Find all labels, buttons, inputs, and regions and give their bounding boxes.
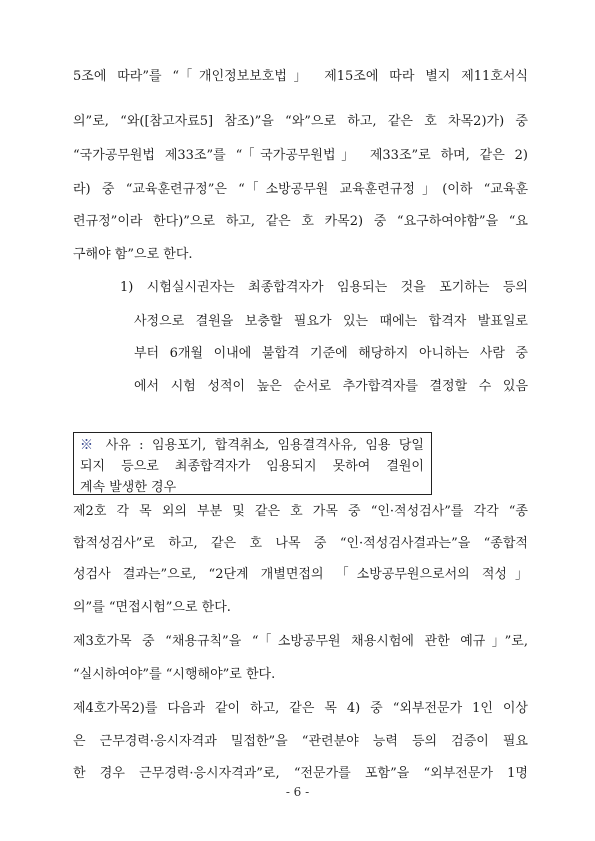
paragraph-4-line-3: 한 경우 근무경력·응시자격과”로, “전문가를 포함”을 “외부전문가 1명 [73,766,528,781]
note-line-2: 되지 등으로 최종합격자가 임용되지 못하여 결원이 [80,459,424,474]
paragraph-3-line-2: “실시하여야”를 “시행해야”로 한다. [73,667,276,682]
paragraph-2-line-3: 성검사 결과는”으로, “2단계 개별면접의 「소방공무원으로서의 적성」 [73,567,528,582]
note-line-3: 계속 발생한 경우 [80,480,177,495]
paragraph-1-line-2: 의”로, “와([참고자료5] 참조)”을 “와”으로 하고, 같은 호 차목2)가) 중 [73,114,528,129]
paragraph-4-line-1: 제4호가목2)를 다음과 같이 하고, 같은 목 4) 중 “외부전문가 1인 이상 [73,701,528,716]
item-1-line-1: 1) 시험실시권자는 최종합격자가 임용되는 것을 포기하는 등의 [120,280,528,295]
item-1-line-4: 에서 시험 성적이 높은 순서로 추가합격자를 결정할 수 있음 [134,379,528,394]
page-number: - 6 - [285,785,310,799]
paragraph-1-line-3: “국가공무원법 제33조”를 “「국가공무원법」 제33조”로 하며, 같은 2) [73,148,528,163]
paragraph-1-line-4: 라) 중 “교육훈련규정”은 “「소방공무원 교육훈련규정」(이하 “교육훈 [73,182,528,197]
paragraph-1-line-5: 련규정”이라 한다)”으로 하고, 같은 호 카목2) 중 “요구하여야함”을 “요 [73,214,528,229]
item-1-line-3: 부터 6개월 이내에 불합격 기준에 해당하지 아니하는 사람 중 [134,346,528,361]
paragraph-2-line-1: 제2호 각 목 외의 부분 및 같은 호 가목 중 “인·적성검사”를 각각 “종 [73,504,528,519]
note-mark: ※ [80,438,98,453]
paragraph-1-line-6: 구해야 함”으로 한다. [73,247,193,262]
paragraph-3-line-1: 제3호가목 중 “채용규칙”을 “「소방공무원 채용시험에 관한 예규」”로, [73,634,528,649]
paragraph-1-line-1: 5조에 따라”를 “「개인정보보호법」 제15조에 따라 별지 제11호서식 [73,69,528,84]
note-text-1: 사유 : 임용포기, 합격취소, 임용결격사유, 임용 당일 [97,438,424,453]
note-line-1 [80,435,424,456]
note-box [73,432,432,495]
paragraph-2-line-4: 의”를 “면접시험”으로 한다. [73,600,231,615]
paragraph-2-line-2: 합적성검사”로 하고, 같은 호 나목 중 “인·적성검사결과는”을 “종합적 [73,536,528,551]
item-1-line-2: 사정으로 결원을 보충할 필요가 있는 때에는 합격자 발표일로 [134,314,528,329]
paragraph-4-line-2: 은 근무경력·응시자격과 밀접한”을 “관련분야 능력 등의 검증이 필요 [73,734,528,749]
